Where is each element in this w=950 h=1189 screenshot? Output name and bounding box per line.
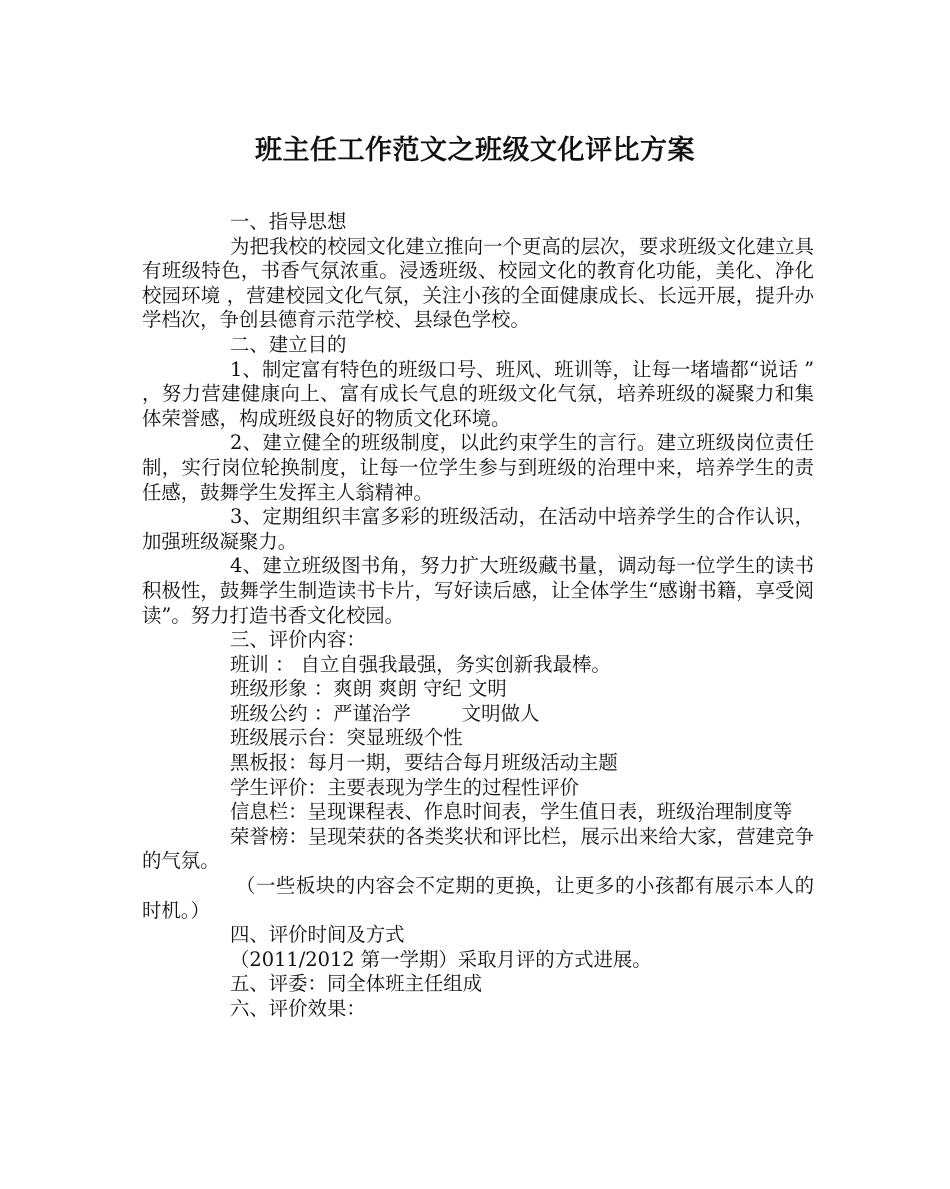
note-paragraph: （一些板块的内容会不定期的更换，让更多的小孩都有展示本人的时机。） [142,874,814,922]
section-heading-judges: 五、评委：同全体班主任组成 [230,972,483,996]
class-convention: 班级公约 ：严谨治学 文明做人 [230,701,540,725]
purpose-item-3: 3、定期组织丰富多彩的班级活动，在活动中培养学生的合作认识，加强班级凝聚力。 [142,505,814,553]
information-board: 信息栏：呈现课程表、作息时间表，学生值日表，班级治理制度等 [230,800,793,824]
section-heading-purpose: 二、建立目的 [230,332,347,356]
class-image: 班级形象 ：爽朗 爽朗 守纪 文明 [230,677,507,701]
purpose-item-2: 2、建立健全的班级制度，以此约束学生的言行。建立班级岗位责任制，实行岗位轮换制度，让每一位学生参与到班级的治理中来，培养学生的责任感，鼓舞学生发挥主人翁精神。 [142,431,814,504]
blackboard-newsletter: 黑板报：每月一期，要结合每月班级活动主题 [230,751,618,775]
document-title: 班主任工作范文之班级文化评比方案 [255,135,695,166]
honor-board: 荣誉榜：呈现荣获的各类奖状和评比栏，展示出来给大家，营建竞争的气氛。 [142,824,814,873]
section-heading-evaluation-content: 三、评价内容： [230,628,366,652]
section-heading-time-method: 四、评价时间及方式 [230,923,405,947]
section-heading-guiding-ideology: 一、指导思想 [230,210,347,233]
section-heading-effect: 六、评价效果： [230,997,366,1020]
document-body [142,210,814,1022]
purpose-item-4: 4、建立班级图书角，努力扩大班级藏书量，调动每一位学生的读书积极性，鼓舞学生制造读书卡片，写好读后感，让全体学生“感谢书籍，享受阅读”。努力打造书香文化校园。 [142,554,814,627]
class-showcase: 班级展示台：突显班级个性 [230,726,463,750]
purpose-item-1: 1、制定富有特色的班级口号、班风、班训等，让每一堵墙都“说话 ” ，努力营建健康向上、富有成长气息的班级文化气氛，培养班级的凝聚力和集体荣誉感，构成班级良好的物质文化环境。 [142,357,814,430]
time-method-detail: （2011/2012 第一学期）采取月评的方式进展。 [230,947,652,971]
paragraph-guiding-ideology: 为把我校的校园文化建立推向一个更高的层次，要求班级文化建立具有班级特色，书香气氛浓重。浸透班级、校园文化的教育化功能，美化、净化校园环境 ，营建校园文化气氛，关注小孩的全面健康成长、长远开展，提升办学档次，争创县德育示范学校、县绿色学校。 [142,234,814,332]
student-evaluation: 学生评价：主要表现为学生的过程性评价 [230,775,580,799]
class-motto: 班训 ： 自立自强我最强，务实创新我最棒。 [230,652,611,676]
